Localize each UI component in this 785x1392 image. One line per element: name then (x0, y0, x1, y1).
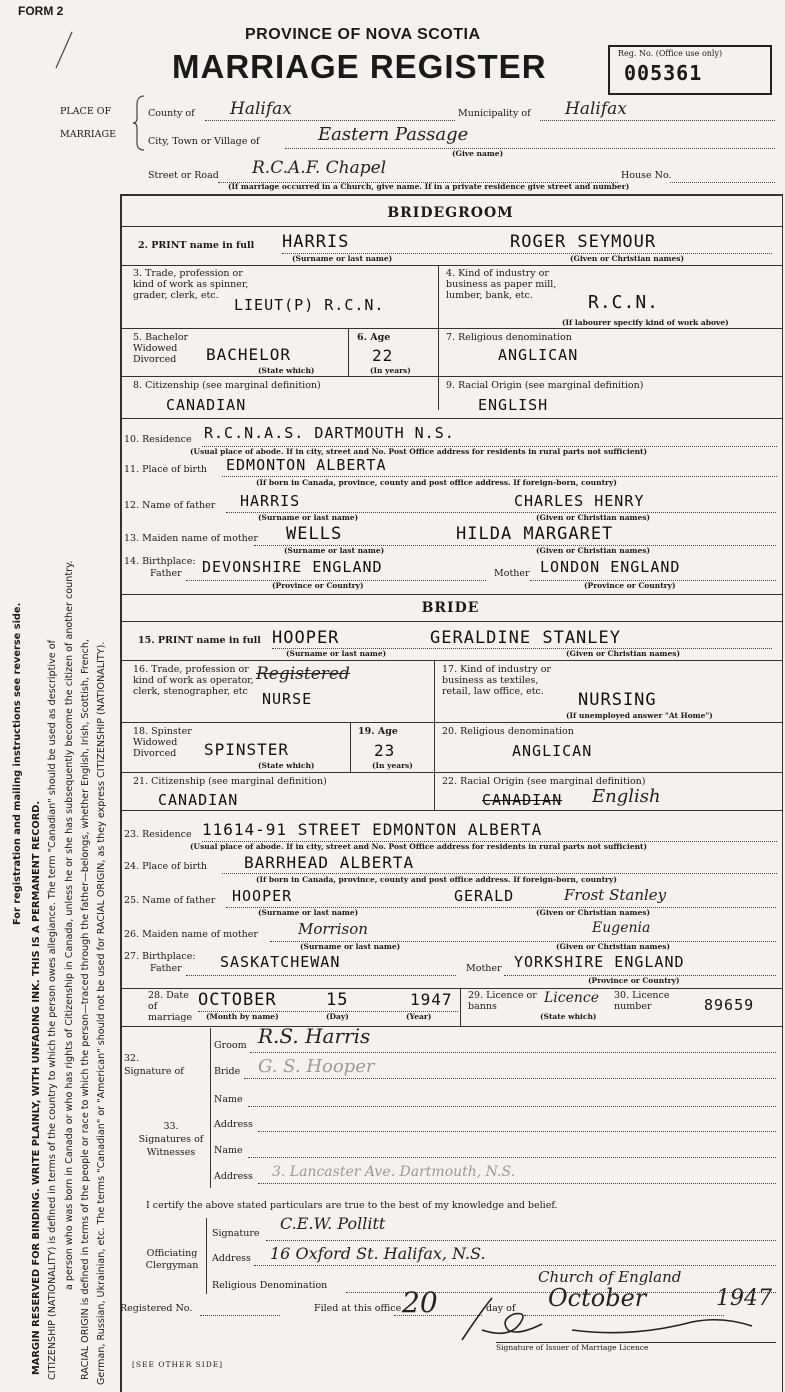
clergy-denomination: Church of England (538, 1268, 682, 1286)
clergy-address: 16 Oxford St. Halifax, N.S. (270, 1244, 486, 1263)
field-21-label: 21. Citizenship (see marginal definition) (133, 776, 327, 787)
field-10-label: 10. Residence (124, 434, 192, 445)
bride-state: SPINSTER (204, 740, 290, 759)
witness2-address-label: Address (214, 1171, 253, 1182)
issuer-note: Signature of Issuer of Marriage Licence (496, 1343, 649, 1352)
bride-religion: ANGLICAN (512, 742, 593, 760)
field-6-label: 6. Age (357, 332, 391, 343)
filed-month: October (548, 1284, 647, 1312)
residence-note: (Usual place of abode. If in city, street and No. Post Office address for residents in rural parts not sufficient) (190, 447, 648, 456)
field-12-label: 12. Name of father (124, 500, 216, 511)
marriage-year: 1947 (410, 990, 453, 1009)
field-14-label: 14. Birthplace: (124, 556, 196, 567)
field-26-label: 26. Maiden name of mother (124, 929, 258, 940)
marriage-day: 15 (326, 990, 349, 1010)
witness1-address-label: Address (214, 1119, 253, 1130)
groom-mother-surname: WELLS (286, 524, 343, 544)
groom-age: 22 (372, 346, 394, 365)
pen-mark-icon (50, 28, 80, 72)
municipality-label: Municipality of (458, 108, 531, 119)
margin-citizenship-def-2: a person who was born in Canada or who has rights of Citizenship in Canada, unless he or she has subsequently become the citizen of another country. (64, 560, 75, 1290)
groom-mother-given: HILDA MARGARET (456, 524, 614, 544)
field-17-label: 17. Kind of industry or business as textiles, retail, law office, etc. (442, 664, 551, 697)
officiating-label: Officiating Clergyman (145, 1248, 199, 1271)
field-3-label: 3. Trade, profession or kind of work as spinner, grader, clerk, etc. (133, 268, 249, 301)
field-5-label: 5. Bachelor Widowed Divorced (133, 332, 189, 365)
field-17-note: (If unemployed answer "At Home") (566, 711, 713, 720)
groom-racial: ENGLISH (478, 396, 549, 414)
age-note: (In years) (370, 366, 411, 375)
field-11-label: 11. Place of birth (124, 464, 208, 475)
bride-racial: English (592, 786, 661, 807)
bride-birthplace: BARRHEAD ALBERTA (244, 853, 415, 872)
groom-state: BACHELOR (206, 345, 292, 364)
clergy-signature-label: Signature (212, 1228, 260, 1239)
bride-father-birth: SASKATCHEWAN (220, 953, 341, 971)
bride-age: 23 (374, 741, 396, 760)
field-19-label: 19. Age (358, 726, 398, 737)
filed-day: 20 (402, 1286, 438, 1319)
place-brace-icon (132, 94, 146, 152)
bridegroom-heading: BRIDEGROOM (387, 205, 514, 221)
margin-citizenship-def: CITIZENSHIP (NATIONALITY) is defined in terms of the country to which the person owes allegiance. The term "Canadian" should be used as descriptive of (47, 640, 58, 1380)
field-8-label: 8. Citizenship (see marginal definition) (133, 380, 321, 391)
field-7-label: 7. Religious denomination (446, 332, 572, 343)
give-name-note: (Give name) (452, 149, 504, 158)
bride-father-given: GERALD (454, 887, 515, 905)
field-4-note: (If labourer specify kind of work above) (562, 318, 729, 327)
groom-signature: R.S. Harris (258, 1024, 371, 1048)
filed-label: Filed at this office (314, 1303, 402, 1314)
bride-mother-birth: YORKSHIRE ENGLAND (514, 953, 685, 971)
groom-father-surname: HARRIS (240, 492, 301, 510)
margin-instructions: For registration and mailing instructions see reverse side. (12, 602, 23, 925)
bride-signature: G. S. Hooper (258, 1056, 375, 1077)
field-16-label: 16. Trade, profession or kind of work as operator, clerk, stenographer, etc (133, 664, 254, 697)
issuer-signature-icon (452, 1290, 772, 1346)
city-value: Eastern Passage (318, 124, 469, 145)
office-use-label: Reg. No. (Office use only) (618, 49, 723, 58)
bride-surname: HOOPER (272, 628, 340, 648)
given-note: (Given or Christian names) (570, 254, 685, 263)
field-4-label: 4. Kind of industry or business as paper mill, lumber, bank, etc. (446, 268, 557, 301)
bride-racial-struck: CANADIAN (482, 791, 563, 809)
mother-word: Mother (494, 568, 530, 579)
municipality-value: Halifax (565, 99, 627, 119)
bride-mother-surname: Morrison (298, 920, 368, 938)
field-23-label: 23. Residence (124, 829, 192, 840)
street-label: Street or Road (148, 170, 219, 181)
field-2-label: 2. PRINT name in full (138, 240, 255, 251)
field-30-label: 30. Licence number (614, 990, 670, 1012)
bride-industry: NURSING (578, 690, 657, 710)
surname-note: (Surname or last name) (292, 254, 393, 263)
field-13-label: 13. Maiden name of mother (124, 533, 258, 544)
registered-no-label: Registered No. (120, 1303, 193, 1314)
field-18-label: 18. Spinster Widowed Divorced (133, 726, 192, 759)
witness2-name-label: Name (214, 1145, 243, 1156)
clergy-signature: C.E.W. Pollitt (280, 1214, 386, 1233)
province-title: PROVINCE OF NOVA SCOTIA (245, 26, 481, 43)
groom-birthplace: EDMONTON ALBERTA (226, 456, 387, 474)
certify-statement: I certify the above stated particulars are true to the best of my knowledge and belief. (146, 1200, 558, 1211)
field-9-label: 9. Racial Origin (see marginal definition) (446, 380, 644, 391)
field-22-label: 22. Racial Origin (see marginal definition) (442, 776, 646, 787)
day-of-label: day of (486, 1303, 516, 1314)
bride-trade: NURSE (262, 690, 313, 708)
groom-mother-birth: LONDON ENGLAND (540, 558, 681, 576)
groom-industry: R.C.N. (588, 292, 660, 313)
bride-heading: BRIDE (421, 600, 480, 616)
county-label: County of (148, 108, 195, 119)
margin-racial-def-2: German, Russian, Ukrainian, etc. The terms "Canadian" or "American" should not be used for RACIAL ORIGIN, as they express CITIZENSHIP (NATIONALITY). (96, 641, 107, 1385)
bride-mother-given: Eugenia (592, 920, 651, 936)
groom-residence: R.C.N.A.S. DARTMOUTH N.S. (204, 424, 455, 442)
place-of-label: PLACE OF (60, 106, 112, 117)
witness1-name-label: Name (214, 1094, 243, 1105)
bride-citizenship: CANADIAN (158, 791, 239, 809)
field-33-label: 33. Signatures of Witnesses (138, 1121, 204, 1158)
bride-label: Bride (214, 1066, 241, 1077)
groom-label: Groom (214, 1040, 247, 1051)
bride-residence: 11614-91 STREET EDMONTON ALBERTA (202, 820, 543, 839)
state-note: (State which) (258, 366, 315, 375)
house-no-label: House No. (621, 170, 672, 181)
margin-racial-def: RACIAL ORIGIN is defined in terms of the people or race to which the person—traced through the father—belongs, whether English, Irish, Scottish, French, (80, 639, 91, 1380)
licence-number: 89659 (704, 996, 755, 1014)
bride-father-surname: HOOPER (232, 887, 293, 905)
bride-trade-struck: Registered (256, 664, 350, 684)
field-27-label: 27. Birthplace: (124, 951, 196, 962)
clergy-address-label: Address (212, 1253, 251, 1264)
field-29-label: 29. Licence or banns (468, 990, 537, 1012)
field-25-label: 25. Name of father (124, 895, 216, 906)
bride-given: GERALDINE STANLEY (430, 628, 621, 648)
marriage-month: OCTOBER (198, 990, 277, 1010)
reg-number: 005361 (624, 61, 703, 85)
licence-type: Licence (544, 990, 600, 1006)
clergy-denomination-label: Religious Denomination (212, 1280, 328, 1291)
page-title: MARRIAGE REGISTER (172, 48, 547, 85)
field-24-label: 24. Place of birth (124, 861, 208, 872)
margin-permanent-record: MARGIN RESERVED FOR BINDING. WRITE PLAINLY, WITH UNFADING INK. THIS IS A PERMANENT RECORD. (31, 800, 42, 1375)
groom-trade: LIEUT(P) R.C.N. (234, 296, 385, 314)
form-number: FORM 2 (18, 4, 64, 18)
reg-number-box (608, 45, 772, 95)
groom-father-given: CHARLES HENRY (514, 492, 645, 510)
birthplace-note: (If born in Canada, province, county and post office address. If foreign-born, country) (256, 478, 617, 487)
field-28-label: 28. Date of marriage (148, 990, 193, 1023)
field-15-label: 15. PRINT name in full (138, 635, 261, 646)
county-value: Halifax (230, 99, 292, 119)
street-value: R.C.A.F. Chapel (252, 158, 387, 178)
father-word: Father (150, 568, 182, 579)
groom-given: ROGER SEYMOUR (510, 232, 657, 252)
filed-year: 1947 (716, 1286, 772, 1311)
witness2-address: 3. Lancaster Ave. Dartmouth, N.S. (272, 1164, 516, 1180)
groom-citizenship: CANADIAN (166, 396, 247, 414)
street-note: (If marriage occurred in a Church, give name. If in a private residence give street and number) (228, 182, 630, 191)
see-other-side: [SEE OTHER SIDE] (132, 1360, 224, 1369)
groom-religion: ANGLICAN (498, 346, 579, 364)
field-20-label: 20. Religious denomination (442, 726, 574, 737)
field-32-label: 32. Signature of (124, 1053, 184, 1077)
groom-surname: HARRIS (282, 232, 350, 252)
city-label: City, Town or Village of (148, 136, 260, 147)
marriage-label: MARRIAGE (60, 129, 117, 140)
groom-father-birth: DEVONSHIRE ENGLAND (202, 558, 383, 576)
bride-father-given-extra: Frost Stanley (564, 886, 667, 904)
